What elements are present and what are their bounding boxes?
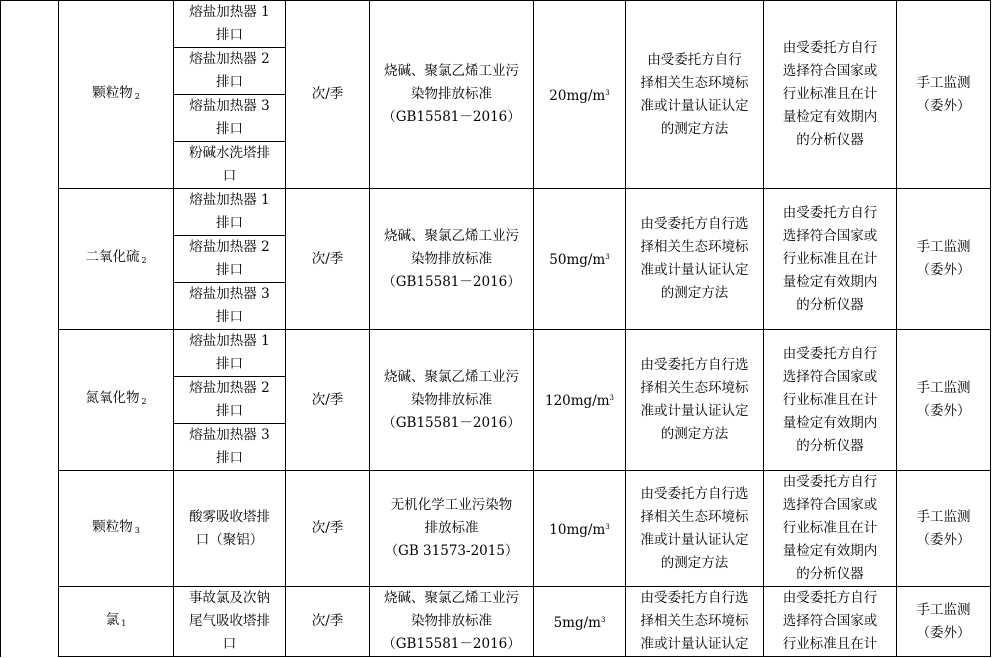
method-cell-line: 准或计量认证认定 — [640, 262, 749, 278]
instrument-cell-line: 行业标准且在计 — [782, 86, 878, 102]
mode-cell-line: 手工监测 — [916, 508, 971, 525]
pollutant-subscript: 2 — [141, 256, 147, 265]
mode-cell — [897, 587, 991, 657]
frequency-cell: 次/季 — [286, 587, 370, 657]
frequency-cell: 次/季 — [286, 1, 370, 189]
instrument-cell-line: 选择符合国家或 — [782, 368, 878, 385]
limit-value: 5mg/m — [553, 614, 601, 631]
limit-unit-superscript: 3 — [609, 394, 615, 402]
table-row — [1, 330, 991, 377]
standard-cell-line: （GB15581－2016） — [382, 636, 521, 652]
method-cell-line: 准或计量认证认定 — [640, 403, 749, 419]
instrument-cell-line: 选择符合国家或 — [782, 497, 878, 513]
instrument-cell-line: 选择符合国家或 — [782, 63, 878, 79]
outlet-cell-line: 排口 — [216, 262, 243, 278]
method-cell-line: 的测定方法 — [660, 554, 729, 571]
outlet-cell-line: 排口 — [216, 450, 243, 466]
table-row — [1, 471, 991, 587]
outlet-cell-line: 排口 — [216, 215, 243, 231]
pollutant-cell — [59, 1, 174, 189]
instrument-cell-line: 行业标准且在计 — [782, 391, 878, 408]
limit-value: 50mg/m — [549, 252, 606, 268]
outlet-cell — [174, 95, 286, 142]
outlet-cell — [174, 424, 286, 471]
standard-cell — [370, 330, 534, 471]
method-cell-line: 由受委托方自行选 — [640, 485, 749, 502]
instrument-cell-line: 由受委托方自行 — [782, 474, 878, 490]
mode-cell-line: （委外） — [916, 531, 971, 548]
method-cell-line: 择相关生态环境标 — [640, 508, 749, 525]
outlet-cell — [174, 1, 286, 48]
limit-unit-superscript: 3 — [605, 88, 610, 97]
outlet-cell-line: 排口 — [216, 27, 243, 43]
pollutant-name: 颗粒物 — [92, 84, 133, 101]
instrument-cell-line: 的分析仪器 — [796, 132, 864, 148]
method-cell-line: 择相关生态环境标 — [640, 74, 749, 91]
outlet-cell-line: 熔盐加热器 3 — [189, 427, 270, 443]
pollutant-name: 氯 — [105, 611, 120, 628]
method-cell-line: 由受委托方自行选 — [640, 216, 749, 232]
limit-value: 20mg/m — [549, 87, 606, 104]
outlet-cell-line: 排口 — [216, 403, 243, 419]
outlet-cell-line: 熔盐加热器 1 — [189, 333, 270, 349]
instrument-cell-line: 选择符合国家或 — [782, 613, 878, 629]
outlet-cell — [174, 377, 286, 424]
limit-value: 120mg/m — [544, 393, 610, 409]
table-row — [1, 1, 991, 48]
pollutant-name: 二氧化硫 — [85, 249, 140, 265]
standard-cell-line: （GB15581－2016） — [382, 109, 521, 125]
limit-value: 10mg/m — [549, 521, 606, 538]
category-cell — [1, 1, 59, 657]
standard-cell-line: 烧碱、聚氯乙烯工业污 — [384, 368, 519, 385]
method-cell — [626, 587, 764, 657]
mode-cell-line: （委外） — [916, 624, 971, 641]
outlet-cell — [174, 142, 286, 189]
standard-cell-line: （GB15581－2016） — [382, 273, 521, 290]
pollutant-subscript: 2 — [141, 397, 147, 406]
limit-cell — [534, 587, 626, 657]
frequency-cell: 次/季 — [286, 330, 370, 471]
instrument-cell — [764, 1, 897, 189]
method-cell-line: 的测定方法 — [660, 120, 729, 137]
method-cell — [626, 1, 764, 189]
method-cell-line: 准或计量认证认定 — [640, 97, 749, 114]
instrument-cell — [764, 189, 897, 330]
standard-cell-line: 染物排放标准 — [411, 86, 492, 102]
instrument-cell-line: 选择符合国家或 — [782, 227, 878, 244]
outlet-cell-line: 熔盐加热器 1 — [189, 192, 270, 208]
pollutant-cell — [59, 189, 174, 330]
instrument-cell — [764, 471, 897, 587]
outlet-cell-line: 熔盐加热器 2 — [189, 51, 270, 67]
instrument-cell-line: 的分析仪器 — [796, 566, 864, 582]
pollutant-subscript: 1 — [121, 618, 127, 628]
instrument-cell-line: 行业标准且在计 — [782, 520, 878, 536]
outlet-cell-line: 事故氯及次钠 — [189, 590, 270, 606]
outlet-cell — [174, 283, 286, 330]
instrument-cell-line: 量检定有效期内 — [782, 543, 878, 559]
pollutant-cell — [59, 471, 174, 587]
pollutant-cell — [59, 587, 174, 657]
instrument-cell-line: 量检定有效期内 — [782, 109, 878, 125]
instrument-cell-line: 的分析仪器 — [796, 296, 864, 313]
mode-cell-line: （委外） — [916, 403, 971, 419]
outlet-cell-line: 酸雾吸收塔排 — [189, 508, 270, 525]
mode-cell — [897, 1, 991, 189]
instrument-cell-line: 行业标准且在计 — [782, 636, 878, 652]
limit-unit-superscript: 3 — [600, 615, 606, 624]
instrument-cell-line: 行业标准且在计 — [782, 250, 878, 267]
standard-cell-line: 烧碱、聚氯乙烯工业污 — [384, 227, 519, 244]
outlet-cell-line: 口（聚铝） — [195, 531, 264, 548]
outlet-cell-line: 熔盐加热器 1 — [189, 4, 270, 20]
frequency-cell: 次/季 — [286, 189, 370, 330]
standard-cell-line: 烧碱、聚氯乙烯工业污 — [384, 63, 519, 79]
method-cell-line: 由受委托方自行选 — [640, 590, 749, 606]
instrument-cell-line: 由受委托方自行 — [782, 40, 878, 56]
outlet-cell — [174, 587, 286, 657]
outlet-cell-line: 排口 — [216, 309, 243, 325]
outlet-cell-line: 熔盐加热器 2 — [189, 239, 270, 255]
outlet-cell-line: 排口 — [216, 121, 243, 137]
standard-cell — [370, 471, 534, 587]
standard-cell-line: 染物排放标准 — [411, 613, 492, 629]
pollutant-name: 氮氧化物 — [85, 390, 140, 406]
instrument-cell-line: 量检定有效期内 — [782, 414, 878, 431]
outlet-cell-line: 粉碱水洗塔排 — [189, 145, 270, 161]
limit-unit-superscript: 3 — [605, 522, 610, 531]
table-body — [1, 1, 991, 657]
instrument-cell — [764, 587, 897, 657]
outlet-cell — [174, 330, 286, 377]
method-cell — [626, 330, 764, 471]
standard-cell-line: 染物排放标准 — [411, 391, 492, 408]
instrument-cell-line: 由受委托方自行 — [782, 345, 878, 362]
pollutant-subscript: 2 — [134, 91, 140, 101]
outlet-cell — [174, 48, 286, 95]
pollutant-subscript: 3 — [134, 525, 140, 535]
standard-cell — [370, 189, 534, 330]
limit-cell — [534, 330, 626, 471]
mode-cell — [897, 471, 991, 587]
mode-cell-line: （委外） — [916, 262, 971, 278]
method-cell-line: 择相关生态环境标 — [640, 613, 749, 629]
method-cell-line: 由受委托方自行 — [647, 51, 742, 68]
mode-cell-line: 手工监测 — [916, 380, 971, 396]
outlet-cell-line: 口 — [222, 168, 237, 184]
instrument-cell-line: 由受委托方自行 — [782, 204, 878, 221]
standard-cell-line: 烧碱、聚氯乙烯工业污 — [384, 590, 519, 606]
method-cell — [626, 471, 764, 587]
instrument-cell-line: 量检定有效期内 — [782, 273, 878, 290]
instrument-cell-line: 由受委托方自行 — [782, 590, 878, 606]
outlet-cell — [174, 236, 286, 283]
method-cell-line: 的测定方法 — [660, 426, 729, 442]
outlet-cell-line: 尾气吸收塔排 — [189, 613, 270, 629]
limit-unit-superscript: 3 — [605, 253, 610, 261]
method-cell-line: 择相关生态环境标 — [640, 380, 749, 396]
outlet-cell-line: 口 — [222, 636, 237, 652]
standard-cell-line: （GB 31573-2015） — [384, 543, 519, 559]
frequency-cell: 次/季 — [286, 471, 370, 587]
instrument-cell-line: 的分析仪器 — [796, 437, 864, 454]
mode-cell-line: 手工监测 — [916, 239, 971, 255]
mode-cell-line: 手工监测 — [916, 601, 971, 618]
standard-cell-line: （GB15581－2016） — [382, 414, 521, 431]
standard-cell — [370, 587, 534, 657]
outlet-cell — [174, 471, 286, 587]
standard-cell-line: 染物排放标准 — [411, 250, 492, 267]
mode-cell-line: （委外） — [916, 97, 971, 114]
outlet-cell-line: 熔盐加热器 3 — [189, 98, 270, 114]
method-cell-line: 准或计量认证认定 — [640, 636, 749, 652]
outlet-cell-line: 熔盐加热器 2 — [189, 380, 270, 396]
limit-cell — [534, 1, 626, 189]
limit-cell — [534, 189, 626, 330]
mode-cell — [897, 189, 991, 330]
method-cell — [626, 189, 764, 330]
method-cell-line: 择相关生态环境标 — [640, 239, 749, 255]
mode-cell — [897, 330, 991, 471]
method-cell-line: 准或计量认证认定 — [640, 531, 749, 548]
instrument-cell — [764, 330, 897, 471]
limit-cell — [534, 471, 626, 587]
outlet-cell — [174, 189, 286, 236]
method-cell-line: 由受委托方自行选 — [640, 357, 749, 373]
table-row — [1, 587, 991, 657]
outlet-cell-line: 排口 — [216, 356, 243, 372]
standard-cell-line: 排放标准 — [424, 520, 479, 536]
outlet-cell-line: 排口 — [216, 74, 243, 90]
pollutant-cell — [59, 330, 174, 471]
mode-cell-line: 手工监测 — [916, 74, 971, 91]
method-cell-line: 的测定方法 — [660, 285, 729, 301]
pollutant-name: 颗粒物 — [92, 518, 133, 535]
outlet-cell-line: 熔盐加热器 3 — [189, 286, 270, 302]
standard-cell — [370, 1, 534, 189]
table-row — [1, 189, 991, 236]
standard-cell-line: 无机化学工业污染物 — [390, 497, 513, 513]
